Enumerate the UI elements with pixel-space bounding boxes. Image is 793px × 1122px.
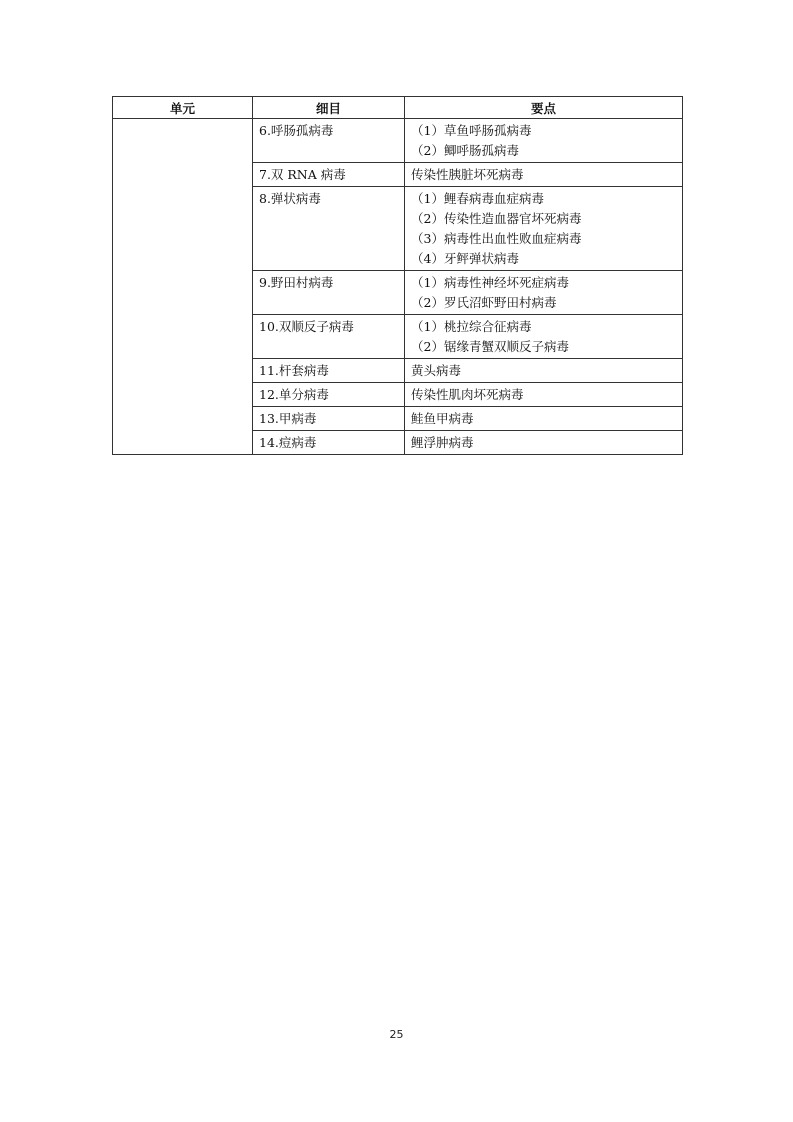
point-line: （1）桃拉综合征病毒: [411, 319, 532, 334]
points-cell: [405, 271, 683, 315]
points-cell: [405, 163, 683, 187]
item-cell: 14.痘病毒: [253, 431, 405, 455]
item-cell: 9.野田村病毒: [253, 271, 405, 315]
header-points: 要点: [405, 97, 683, 119]
item-cell: 13.甲病毒: [253, 407, 405, 431]
item-cell: 11.杆套病毒: [253, 359, 405, 383]
syllabus-table: [112, 96, 683, 455]
points-cell: [405, 119, 683, 163]
point-line: 鲤浮肿病毒: [411, 435, 474, 450]
point-line: （2）传染性造血器官坏死病毒: [411, 211, 582, 226]
point-line: （2）罗氏沼虾野田村病毒: [411, 295, 557, 310]
point-line: 传染性胰脏坏死病毒: [411, 167, 524, 182]
points-cell: [405, 383, 683, 407]
points-cell: [405, 315, 683, 359]
points-cell: [405, 187, 683, 271]
points-cell: [405, 407, 683, 431]
header-unit: 单元: [113, 97, 253, 119]
table-body: [113, 119, 683, 455]
point-line: 鲑鱼甲病毒: [411, 411, 474, 426]
point-line: （4）牙鲆弹状病毒: [411, 251, 519, 266]
item-cell: 7.双 RNA 病毒: [253, 163, 405, 187]
point-line: 传染性肌肉坏死病毒: [411, 387, 524, 402]
point-line: （1）鲤春病毒血症病毒: [411, 191, 544, 206]
point-line: （1）草鱼呼肠孤病毒: [411, 123, 532, 138]
table-row: [113, 119, 683, 163]
item-cell: 12.单分病毒: [253, 383, 405, 407]
item-cell: 10.双顺反子病毒: [253, 315, 405, 359]
points-cell: [405, 431, 683, 455]
point-line: （1）病毒性神经坏死症病毒: [411, 275, 569, 290]
item-cell: 8.弹状病毒: [253, 187, 405, 271]
table-header-row: [113, 97, 683, 119]
point-line: （2）锯缘青蟹双顺反子病毒: [411, 339, 569, 354]
header-item: 细目: [253, 97, 405, 119]
point-line: （2）鲫呼肠孤病毒: [411, 143, 519, 158]
point-line: （3）病毒性出血性败血症病毒: [411, 231, 582, 246]
points-cell: [405, 359, 683, 383]
point-line: 黄头病毒: [411, 363, 462, 378]
item-cell: 6.呼肠孤病毒: [253, 119, 405, 163]
unit-cell: [113, 119, 253, 455]
page-number: 25: [389, 1028, 404, 1041]
